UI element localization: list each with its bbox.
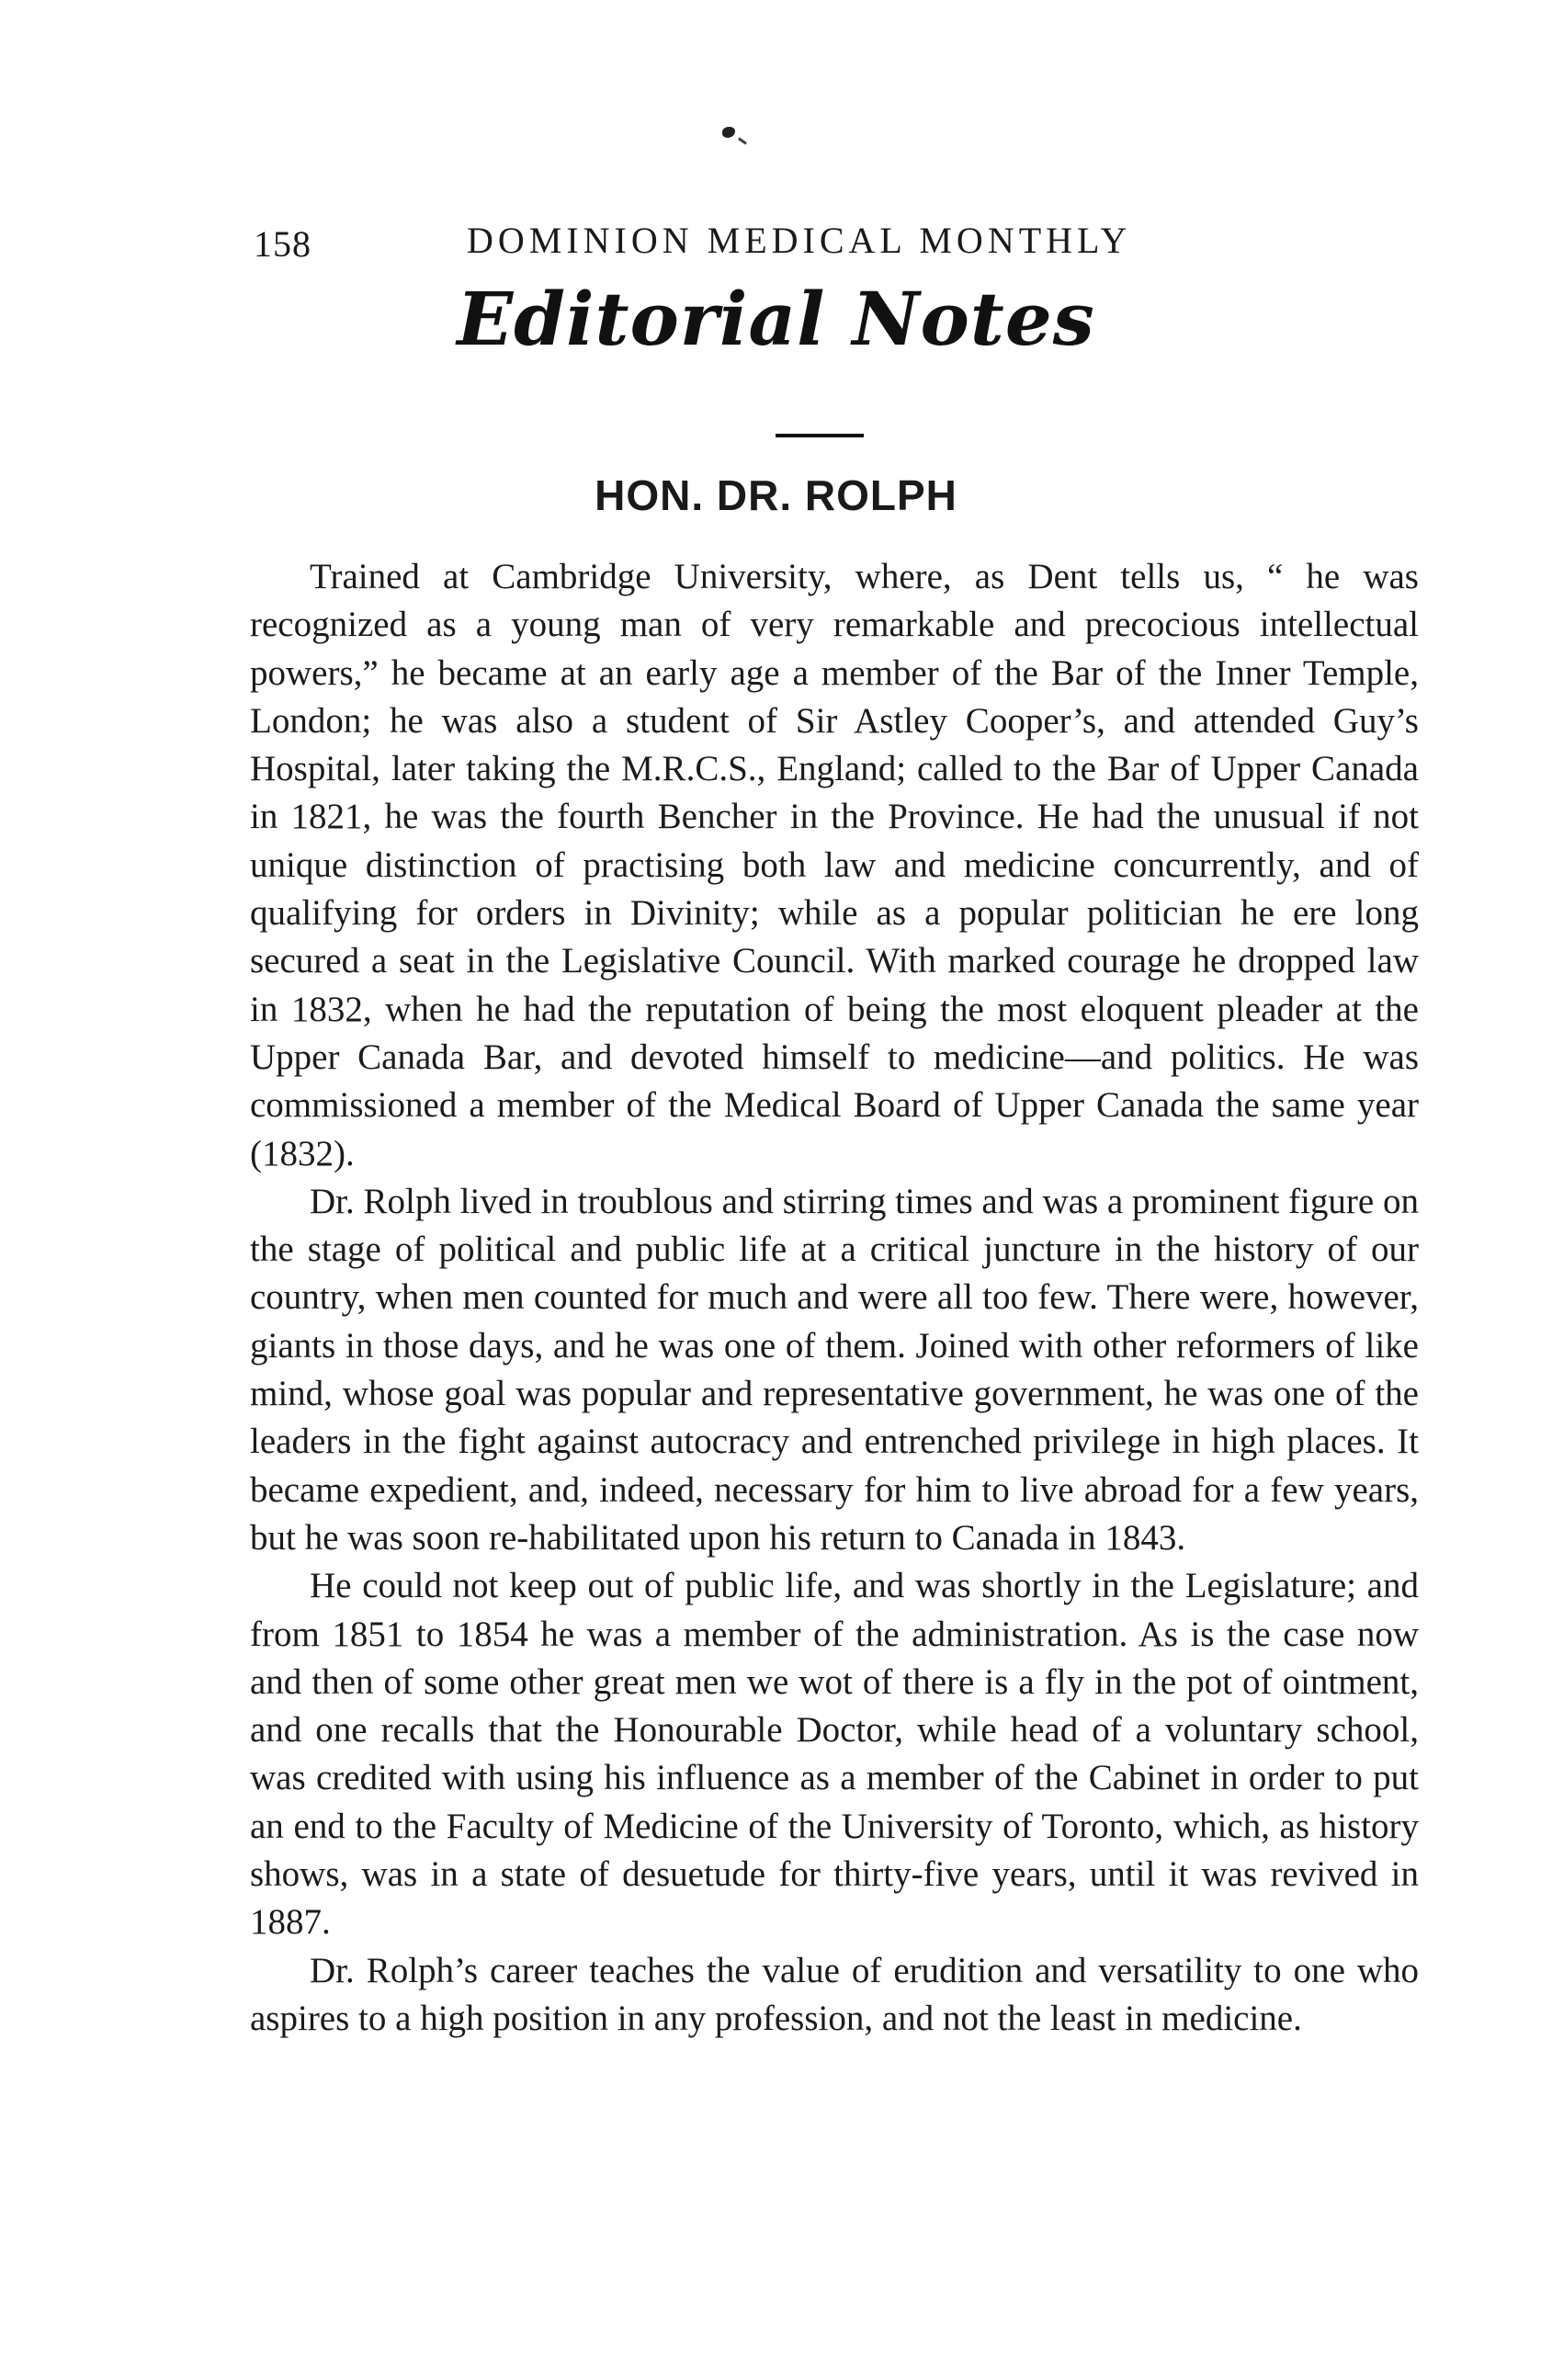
section-title: Editorial Notes (457, 276, 1095, 362)
article-paragraph: Trained at Cambridge University, where, as Dent tells us, “ he was recognized as a young man of very remarkable and precocious intellectual powers,” he became at an early age a member of the Bar of the Inner Temple, London; he was also a student of Sir Astley Cooper’s, and attended Guy’s Hospital, later taking the M.R.C.S., England; called to the Bar of Upper Canada in 1821, he was the fourth Bencher in the Province. He had the unusual if not unique distinction of practising both law and medicine concurrently, and of qualifying for orders in Divinity; while as a popular politician he ere long secured a seat in the Legislative Council. With marked courage he dropped law in 1832, when he had the reputation of being the most eloquent pleader at the Upper Canada Bar, and devoted himself to medicine—and politics. He was commissioned a member of the Medical Board of Upper Canada the same year (1832). (250, 557, 1419, 1173)
article-heading: HON. DR. ROLPH (595, 471, 957, 519)
article-paragraph: Dr. Rolph lived in troublous and stirring times and was a prominent figure on the stage of political and public life at a critical juncture in the history of our country, when men counted for much and were all too few. There were, however, giants in those days, and he was one of them. Joined with other reformers of like mind, whose goal was popular and representative government, he was one of the leaders in the fight against autocracy and entrenched privilege in high places. It became expedient, and, indeed, necessary for him to live abroad for a few years, but he was soon re-habilitated upon his return to Canada in 1843. (250, 1181, 1419, 1558)
title-divider-rule (776, 434, 864, 437)
article-body (250, 553, 1419, 2043)
journal-title: DOMINION MEDICAL MONTHLY (467, 220, 1132, 261)
ink-speck-mark (722, 127, 735, 138)
ink-speck-mark-tail (738, 137, 747, 144)
running-head (254, 219, 1228, 265)
article-paragraph: Dr. Rolph’s career teaches the value of erudition and versatility to one who aspires to a high position in any profession, and not the least in medicine. (250, 1950, 1419, 2038)
article-paragraph: He could not keep out of public life, and was shortly in the Legislature; and from 1851 to 1854 he was a member of the administration. As is the case now and then of some other great men we wot of there is a fly in the pot of ointment, and one recalls that the Honourable Doctor, while head of a voluntary school, was credited with using his influence as a member of the Cabinet in order to put an end to the Faculty of Medicine of the University of Toronto, which, as history shows, was in a state of desuetude for thirty-five years, until it was revived in 1887. (250, 1566, 1419, 1943)
page-number: 158 (254, 223, 312, 265)
